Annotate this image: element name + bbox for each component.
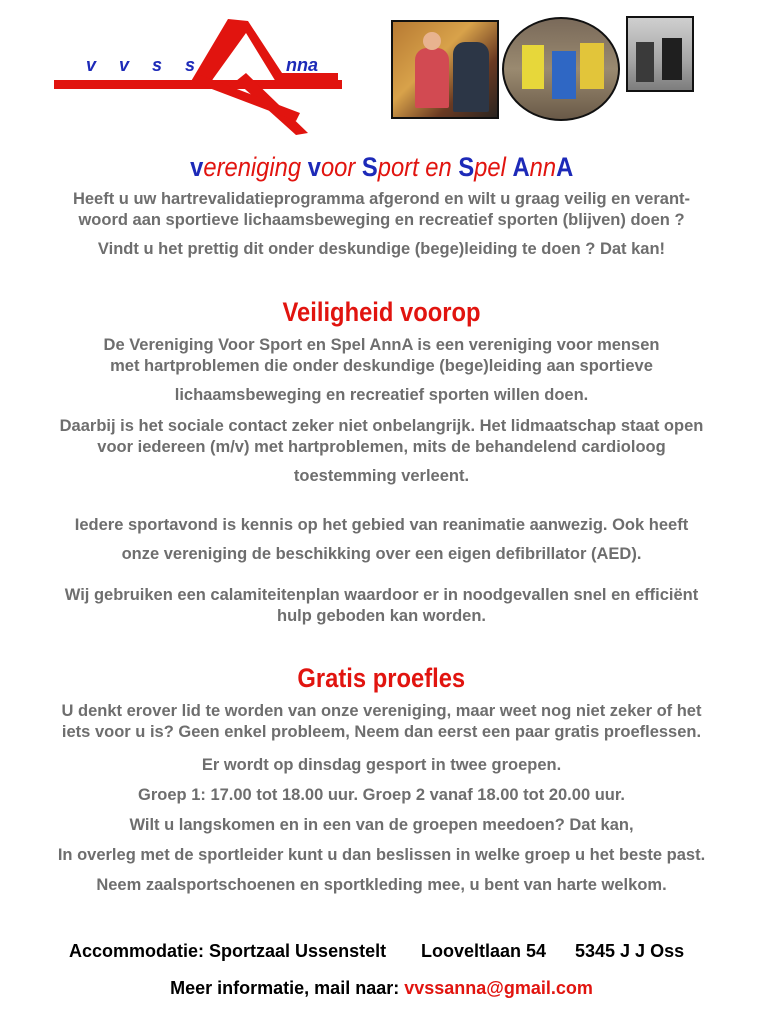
- footer-street: Looveltlaan 54: [421, 941, 547, 961]
- safety-line-8: onze vereniging de beschikking over een eigen defibrillator (AED).: [121, 545, 642, 563]
- safety-line-2: met hartproblemen die onder deskundige (bege)leiding aan sportieve: [110, 357, 653, 375]
- footer-postcode: 5345 J J Oss: [575, 941, 685, 961]
- trial-line-4: Groep 1: 17.00 tot 18.00 uur. Groep 2 vanaf 18.00 tot 20.00 uur.: [138, 786, 625, 804]
- logo: [50, 15, 350, 140]
- photo-gym-bw: [626, 16, 694, 92]
- trial-line-3: Er wordt op dinsdag gesport in twee groepen.: [201, 756, 562, 774]
- footer-info-label: Meer informatie, mail naar:: [170, 978, 405, 998]
- safety-line-6: toestemming verleent.: [293, 467, 470, 485]
- photo-gym-women: [391, 20, 499, 119]
- trial-line-7: Neem zaalsportschoenen en sportkleding mee, u bent van harte welkom.: [96, 876, 667, 894]
- footer-accommodation: Accommodatie: Sportzaal Ussenstelt: [69, 941, 387, 961]
- page-title: vereniging voor Sport en Spel AnnA: [189, 152, 574, 182]
- intro-line-3: Vindt u het prettig dit onder deskundige (bege)leiding te doen ? Dat kan!: [97, 240, 666, 258]
- trial-line-2: iets voor u is? Geen enkel probleem, Neem dan eerst een paar gratis proeflessen.: [61, 723, 702, 741]
- safety-heading: Veiligheid voorop: [282, 297, 481, 327]
- photo-players-circle: [502, 17, 620, 121]
- logo-word: nna: [286, 55, 319, 75]
- trial-line-5: Wilt u langskomen en in een van de groepen meedoen? Dat kan,: [129, 816, 634, 834]
- safety-line-4: Daarbij is het sociale contact zeker niet onbelangrijk. Het lidmaatschap staat open: [59, 417, 704, 435]
- email-link[interactable]: vvssanna@gmail.com: [404, 978, 593, 998]
- trial-line-1: U denkt erover lid te worden van onze vereniging, maar weet nog niet zeker of het: [61, 702, 702, 720]
- safety-line-9: Wij gebruiken een calamiteitenplan waardoor er in noodgevallen snel en efficiënt: [64, 586, 699, 604]
- trial-line-6: In overleg met de sportleider kunt u dan beslissen in welke groep u het beste past.: [57, 846, 706, 864]
- trial-heading: Gratis proefles: [297, 663, 466, 693]
- intro-line-1: Heeft u uw hartrevalidatieprogramma afgerond en wilt u graag veilig en verant-: [72, 190, 691, 208]
- logo-graphic: [50, 15, 350, 140]
- safety-line-3: lichaamsbeweging en recreatief sporten willen doen.: [174, 386, 589, 404]
- safety-line-10: hulp geboden kan worden.: [276, 607, 486, 625]
- safety-line-7: Iedere sportavond is kennis op het gebied van reanimatie aanwezig. Ook heeft: [74, 516, 689, 534]
- intro-line-2: woord aan sportieve lichaamsbeweging en recreatief sporten (blijven) doen ?: [78, 211, 685, 229]
- safety-line-5: voor iedereen (m/v) met hartproblemen, mits de behandelend cardioloog: [97, 438, 666, 456]
- safety-line-1: De Vereniging Voor Sport en Spel AnnA is een vereniging voor mensen: [103, 336, 660, 354]
- footer-info: [0, 978, 763, 999]
- logo-letters: v v s s: [86, 55, 205, 75]
